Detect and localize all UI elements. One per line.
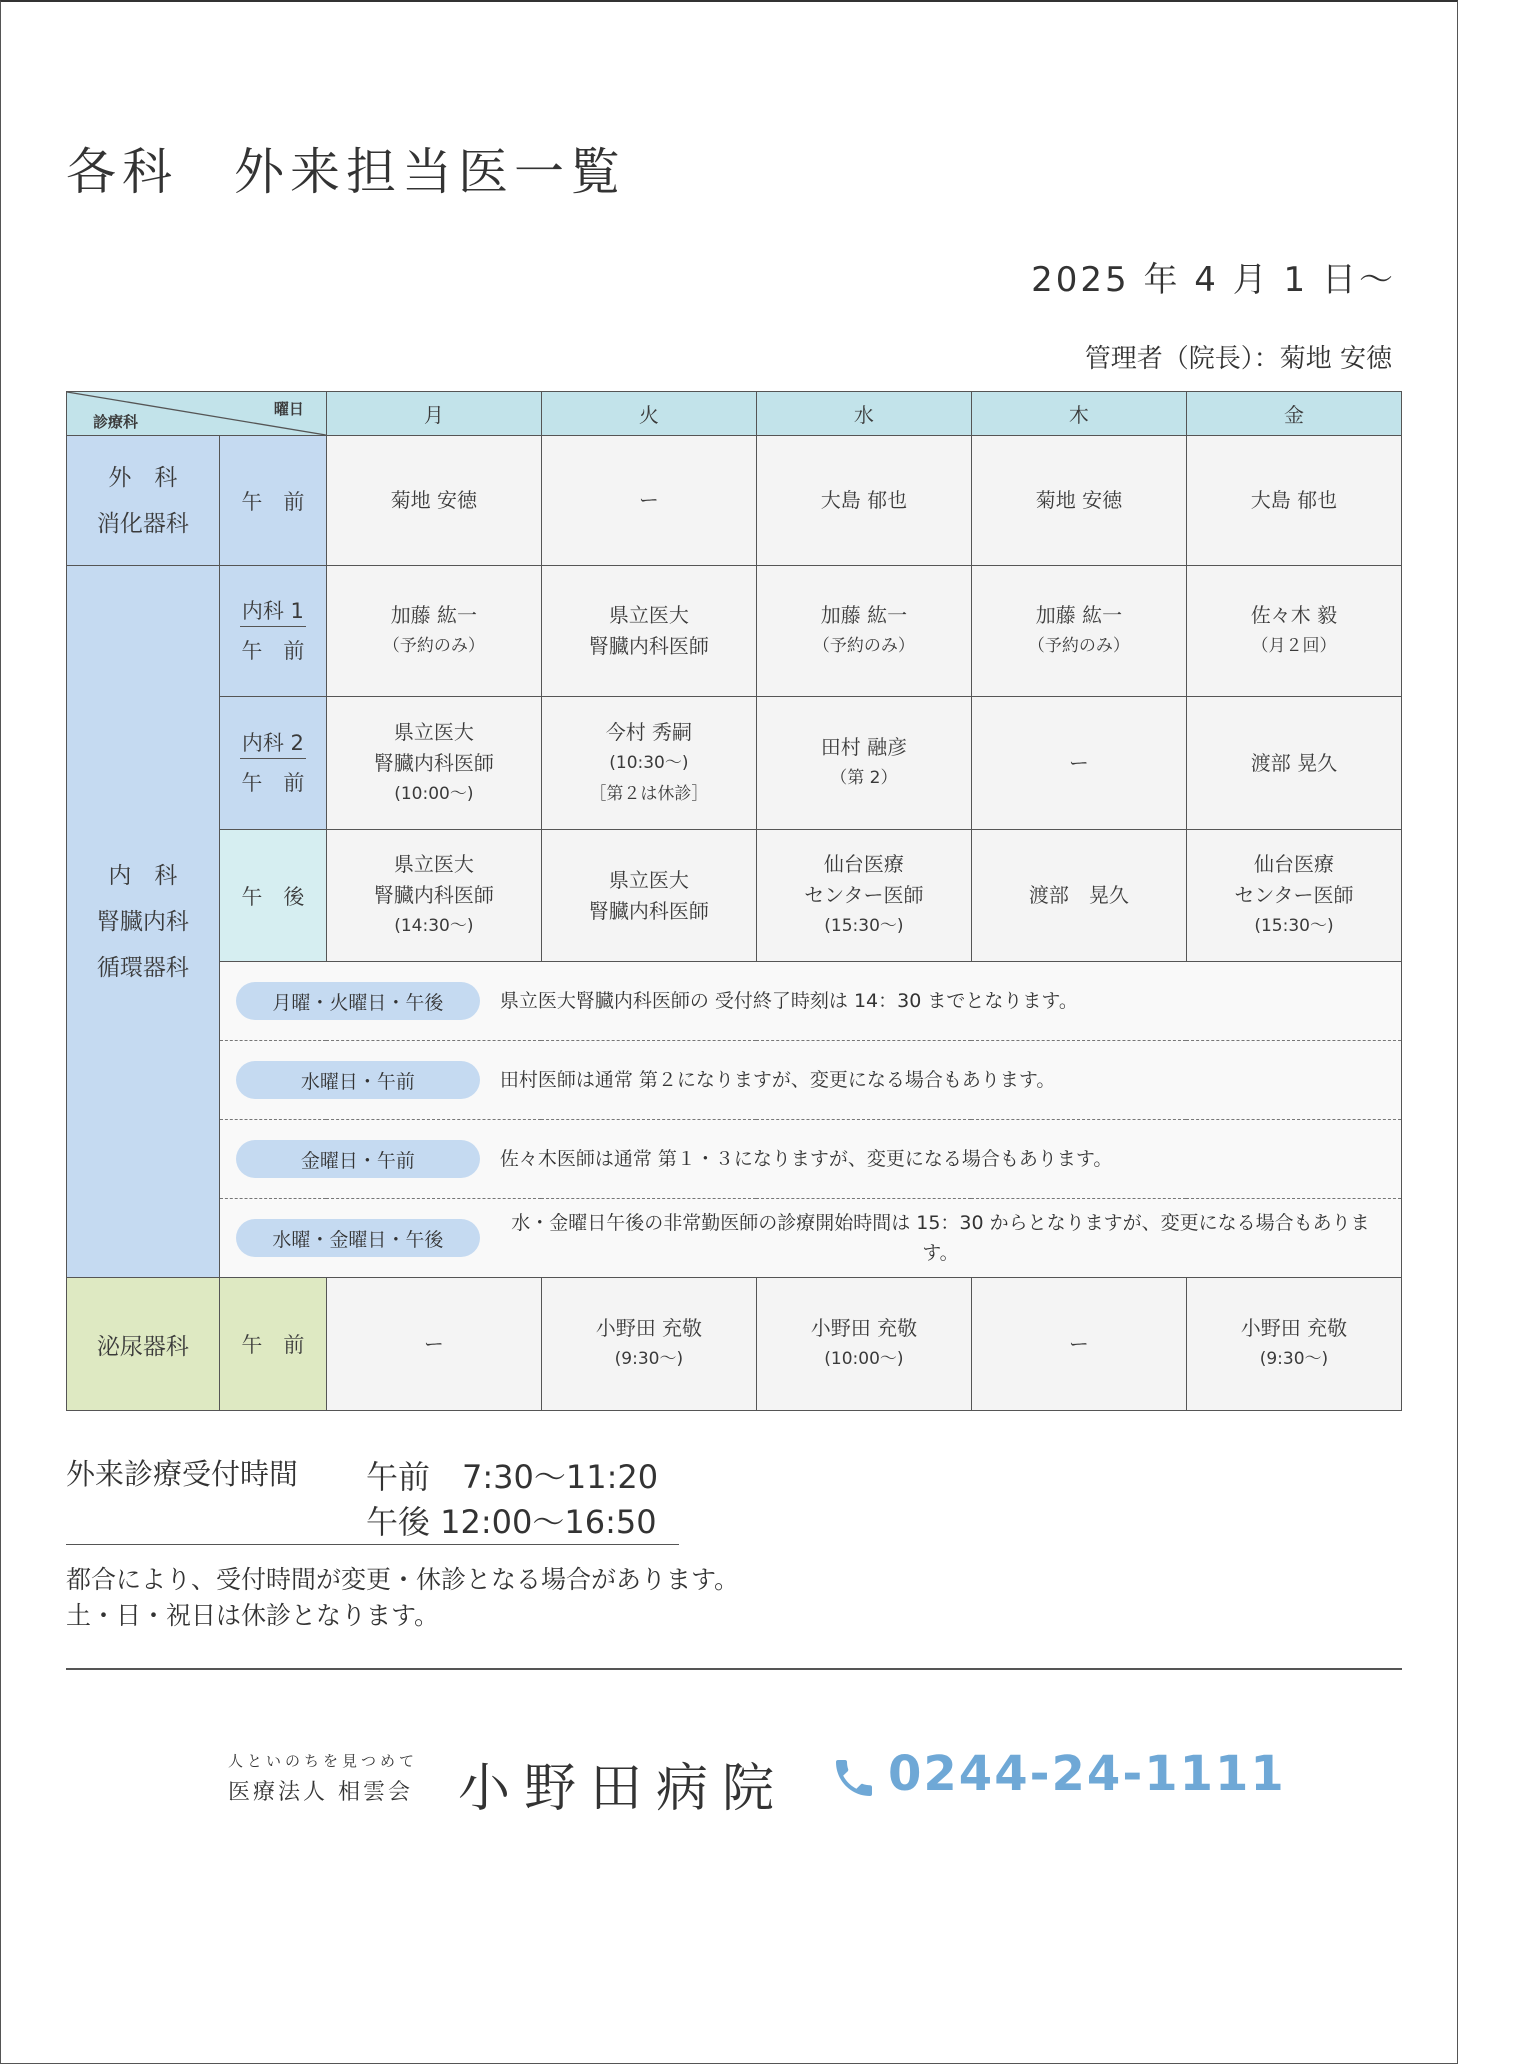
day-header-tue: 火 xyxy=(541,392,756,436)
day-header-thu: 木 xyxy=(971,392,1186,436)
doctor-cell: ー xyxy=(326,1278,541,1411)
doctor-cell: 県立医大 腎臓内科医師 (14:30〜) xyxy=(326,830,541,962)
header-row xyxy=(67,392,1402,436)
corporation-name: 医療法人 相雲会 xyxy=(228,1780,413,1805)
doctor-cell: 小野田 充敬 (10:00〜) xyxy=(756,1278,971,1411)
doctor-cell: 菊地 安徳 xyxy=(326,436,541,566)
doctor-cell: 仙台医療 センター医師 (15:30〜) xyxy=(756,830,971,962)
note-row xyxy=(67,1120,1402,1199)
notice-text: 都合により、受付時間が変更・休診となる場合があります。 xyxy=(66,1565,740,1594)
note-label: 水曜日・午前 xyxy=(236,1061,480,1099)
time-urology-am: 午 前 xyxy=(219,1278,326,1411)
dept-urology: 泌尿器科 xyxy=(67,1278,220,1411)
internal-pm-row xyxy=(67,830,1402,962)
doctor-cell: 加藤 紘一 （予約のみ） xyxy=(756,566,971,697)
note-row xyxy=(67,1199,1402,1278)
note-text: 県立医大腎臓内科医師の 受付終了時刻は 14：30 までとなります。 xyxy=(499,990,1078,1012)
doctor-cell: 県立医大 腎臓内科医師 (10:00〜) xyxy=(326,697,541,830)
doctor-cell: 県立医大 腎臓内科医師 xyxy=(541,566,756,697)
internal-am1-row xyxy=(67,566,1402,697)
corner-header xyxy=(67,392,327,436)
section-label: 内科 2 xyxy=(240,729,306,759)
effective-date: 2025 年 4 月 1 日〜 xyxy=(1031,260,1396,300)
schedule-table xyxy=(66,391,1402,1411)
dept-surgery: 外 科 消化器科 xyxy=(67,436,220,566)
notice-text: 土・日・祝日は休診となります。 xyxy=(66,1601,440,1630)
doctor-cell: 佐々木 毅 （月２回） xyxy=(1186,566,1401,697)
day-header-wed: 水 xyxy=(756,392,971,436)
doctor-cell: 仙台医療 センター医師 (15:30〜) xyxy=(1186,830,1401,962)
doctor-cell: 渡部 晃久 xyxy=(1186,697,1401,830)
note-text: 水・金曜日午後の非常勤医師の診療開始時間は 15：30 からとなりますが、変更になる場合もあります。 xyxy=(511,1212,1370,1264)
note-text: 佐々木医師は通常 第１・３になりますが、変更になる場合もあります。 xyxy=(499,1148,1113,1170)
doctor-cell: 加藤 紘一 （予約のみ） xyxy=(971,566,1186,697)
phone-icon xyxy=(830,1754,878,1802)
day-header-mon: 月 xyxy=(326,392,541,436)
tagline: 人といのちを見つめて xyxy=(228,1752,419,1770)
doctor-cell: 今村 秀嗣 (10:30〜) ［第２は休診］ xyxy=(541,697,756,830)
time-internal-am1: 内科 1 午 前 xyxy=(219,566,326,697)
doctor-cell: 大島 郁也 xyxy=(756,436,971,566)
hours-pm: 午後 12:00〜16:50 xyxy=(366,1503,657,1541)
doctor-cell: 県立医大 腎臓内科医師 xyxy=(541,830,756,962)
corner-dept-label: 診療科 xyxy=(93,413,139,431)
administrator: 管理者（院長）：菊地 安徳 xyxy=(1084,344,1392,374)
surgery-row xyxy=(67,436,1402,566)
note-label: 水曜・金曜日・午後 xyxy=(236,1219,480,1257)
doctor-cell: ー xyxy=(541,436,756,566)
note-label: 月曜・火曜日・午後 xyxy=(236,982,480,1020)
hours-am: 午前 7:30〜11:20 xyxy=(366,1458,659,1496)
doctor-cell: 渡部 晃久 xyxy=(971,830,1186,962)
section-label: 内科 1 xyxy=(240,597,306,627)
time-internal-pm: 午 後 xyxy=(219,830,326,962)
doctor-cell: 加藤 紘一 （予約のみ） xyxy=(326,566,541,697)
dept-internal: 内 科 腎臓内科 循環器科 xyxy=(67,566,220,1278)
hours-divider xyxy=(66,1544,679,1545)
phone-number[interactable]: 0244-24-1111 xyxy=(888,1746,1286,1802)
doctor-cell: 小野田 充敬 (9:30〜) xyxy=(1186,1278,1401,1411)
note-label: 金曜日・午前 xyxy=(236,1140,480,1178)
time-surgery-am: 午 前 xyxy=(219,436,326,566)
day-header-fri: 金 xyxy=(1186,392,1401,436)
doctor-cell: 小野田 充敬 (9:30〜) xyxy=(541,1278,756,1411)
footer-divider xyxy=(66,1668,1402,1670)
hospital-name: 小野田病院 xyxy=(458,1759,789,1819)
doctor-cell: ー xyxy=(971,697,1186,830)
note-row xyxy=(67,962,1402,1041)
internal-am2-row xyxy=(67,697,1402,830)
doctor-cell: 菊地 安徳 xyxy=(971,436,1186,566)
urology-row xyxy=(67,1278,1402,1411)
doctor-cell: 田村 融彦 （第 2） xyxy=(756,697,971,830)
note-text: 田村医師は通常 第２になりますが、変更になる場合もあります。 xyxy=(499,1069,1056,1091)
page-title: 各科 外来担当医一覧 xyxy=(66,143,626,201)
hours-label: 外来診療受付時間 xyxy=(66,1457,299,1491)
doctor-cell: 大島 郁也 xyxy=(1186,436,1401,566)
corner-day-label: 曜日 xyxy=(273,400,304,418)
time-internal-am2: 内科 2 午 前 xyxy=(219,697,326,830)
note-row xyxy=(67,1041,1402,1120)
doctor-cell: ー xyxy=(971,1278,1186,1411)
